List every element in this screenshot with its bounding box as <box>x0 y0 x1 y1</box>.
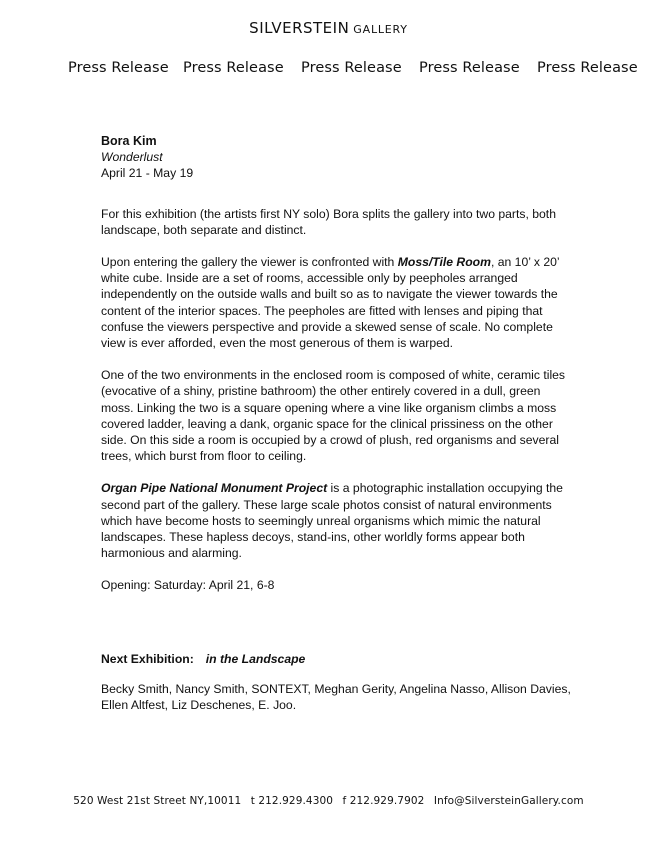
press-release-row <box>0 60 657 80</box>
paragraph-intro: For this exhibition (the artists first NY solo) Bora splits the gallery into two parts, both landscape, both separate and distinct. <box>101 206 556 237</box>
p2-text-before: Upon entering the gallery the viewer is confronted with <box>101 255 398 270</box>
footer-contact <box>0 795 657 807</box>
organ-pipe-project-title: Organ Pipe National Monument Project <box>101 481 328 496</box>
artist-name: Bora Kim <box>101 134 157 148</box>
next-exhibition-artists: Becky Smith, Nancy Smith, SONTEXT, Meghan Gerity, Angelina Nasso, Allison Davies, Ellen Altfest, Liz Deschenes, E. Joo. <box>101 682 571 713</box>
opening-info: Opening: Saturday: April 21, 6-8 <box>101 578 275 593</box>
press-release-label: Press Release <box>419 60 520 76</box>
moss-tile-room-title: Moss/Tile Room <box>397 255 491 270</box>
exhibition-dates: April 21 - May 19 <box>101 166 194 181</box>
press-release-label: Press Release <box>301 60 402 76</box>
logo-main-text: SILVERSTEIN <box>249 19 350 37</box>
press-release-body <box>101 133 571 610</box>
exhibition-title: Wonderlust <box>101 150 163 165</box>
p2-text-after: , an 10’ x 20’ white cube. Inside are a set of rooms, accessible only by peepholes arranged independently on the outside walls and built so as to navigate the viewer towards the content of the interior spaces. The peepholes are fitted with lenses and piping that confuse the viewers perspective and provide a skewed sense of scale. No complete view is ever afforded, even the most generous of them is warped. <box>101 255 560 351</box>
logo-sub-text: GALLERY <box>353 23 408 36</box>
footer-email: Info@SilversteinGallery.com <box>433 795 584 807</box>
footer-fax: f 212.929.7902 <box>342 795 425 807</box>
p4-text-after: is a photographic installation occupying the second part of the gallery. These large scale photos consist of natural environments which have become hosts to seemingly unreal organisms which mimic the natural landscapes. These hapless decoys, stand-ins, other worldly forms appear both harmonious and alarming. <box>101 481 563 561</box>
footer-phone: t 212.929.4300 <box>250 795 334 807</box>
press-release-label: Press Release <box>537 60 638 76</box>
next-exhibition-title: in the Landscape <box>205 652 306 666</box>
paragraph-moss-tile-room <box>101 254 571 351</box>
next-exhibition-heading <box>101 651 571 667</box>
footer-address: 520 West 21st Street NY,10011 <box>73 795 242 807</box>
next-exhibition-section <box>101 651 571 714</box>
gallery-logo <box>0 18 657 37</box>
paragraph-organ-pipe <box>101 480 571 561</box>
paragraph-environments: One of the two environments in the enclosed room is composed of white, ceramic tiles (evocative of a shiny, pristine bathroom) the other entirely covered in a dull, green moss. Linking the two is a square opening where a vine like organism climbs a moss covered ladder, leaving a dank, organic space for the clinical prissiness on the other side. On this side a room is occupied by a crowd of plush, red organisms and several trees, which burst from floor to ceiling. <box>101 368 566 464</box>
exhibition-heading <box>101 133 571 182</box>
press-release-label: Press Release <box>68 60 169 76</box>
press-release-label: Press Release <box>183 60 284 76</box>
next-exhibition-label: Next Exhibition: <box>101 652 194 666</box>
